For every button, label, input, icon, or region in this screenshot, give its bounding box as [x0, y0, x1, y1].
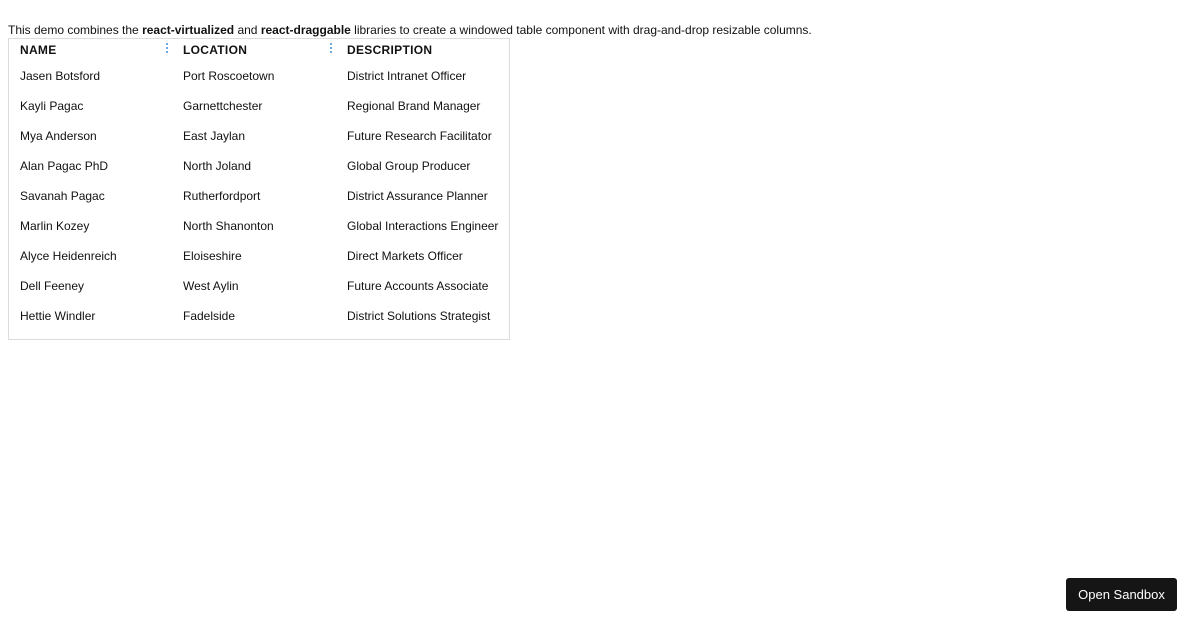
vertical-ellipsis-icon — [328, 43, 334, 53]
cell-location: Port Roscoetown — [183, 69, 275, 83]
name-column-resize-handle[interactable] — [164, 42, 170, 56]
table-row[interactable] — [9, 181, 509, 211]
cell-description: District Intranet Officer — [347, 69, 467, 83]
cell-description: Global Interactions Engineer — [347, 219, 499, 233]
cell-name: Mya Anderson — [20, 129, 97, 143]
cell-description: Regional Brand Manager — [347, 99, 481, 113]
cell-description: Future Research Facilitator — [347, 129, 492, 143]
cell-location: North Joland — [183, 159, 252, 173]
cell-location: Garnettchester — [183, 99, 263, 113]
table-row[interactable] — [9, 61, 509, 91]
table-body[interactable] — [9, 61, 509, 331]
intro-lib-react-draggable: react-draggable — [260, 23, 351, 37]
cell-description: Global Group Producer — [347, 159, 471, 173]
cell-name: Alan Pagac PhD — [20, 159, 109, 173]
location-column-resize-handle[interactable] — [328, 42, 334, 56]
cell-location: East Jaylan — [183, 129, 246, 143]
table-row[interactable] — [9, 91, 509, 121]
table-row[interactable] — [9, 241, 509, 271]
intro-suffix: libraries to create a windowed table component with drag-and-drop resizable columns. — [350, 23, 812, 37]
cell-location: Rutherfordport — [183, 189, 261, 203]
header-location[interactable]: LOCATION — [183, 43, 248, 57]
table-row[interactable] — [9, 121, 509, 151]
table-row[interactable] — [9, 301, 509, 331]
cell-name: Hettie Windler — [20, 309, 96, 323]
header-description[interactable]: DESCRIPTION — [347, 43, 433, 57]
cell-name: Savanah Pagac — [20, 189, 105, 203]
cell-description: Future Accounts Associate — [347, 279, 489, 293]
vertical-ellipsis-icon — [164, 43, 170, 53]
cell-name: Kayli Pagac — [20, 99, 84, 113]
cell-location: Fadelside — [183, 309, 236, 323]
open-sandbox-button[interactable]: Open Sandbox — [1066, 578, 1177, 611]
table-row[interactable] — [9, 271, 509, 301]
cell-location: Eloiseshire — [183, 249, 242, 263]
cell-description: District Assurance Planner — [347, 189, 488, 203]
cell-name: Marlin Kozey — [20, 219, 90, 233]
table-row[interactable] — [9, 151, 509, 181]
cell-location: North Shanonton — [183, 219, 274, 233]
header-name[interactable]: NAME — [20, 43, 57, 57]
cell-name: Jasen Botsford — [20, 69, 101, 83]
intro-lib-react-virtualized: react-virtualized — [142, 23, 235, 37]
intro-middle: and — [234, 23, 261, 37]
table-row[interactable] — [9, 211, 509, 241]
cell-description: District Solutions Strategist — [347, 309, 491, 323]
table-header-row — [9, 39, 509, 61]
cell-name: Dell Feeney — [20, 279, 85, 293]
intro-text — [8, 23, 812, 38]
intro-prefix: This demo combines the — [8, 23, 143, 37]
cell-description: Direct Markets Officer — [347, 249, 463, 263]
cell-location: West Aylin — [183, 279, 239, 293]
virtualized-table — [8, 38, 510, 340]
cell-name: Alyce Heidenreich — [20, 249, 117, 263]
